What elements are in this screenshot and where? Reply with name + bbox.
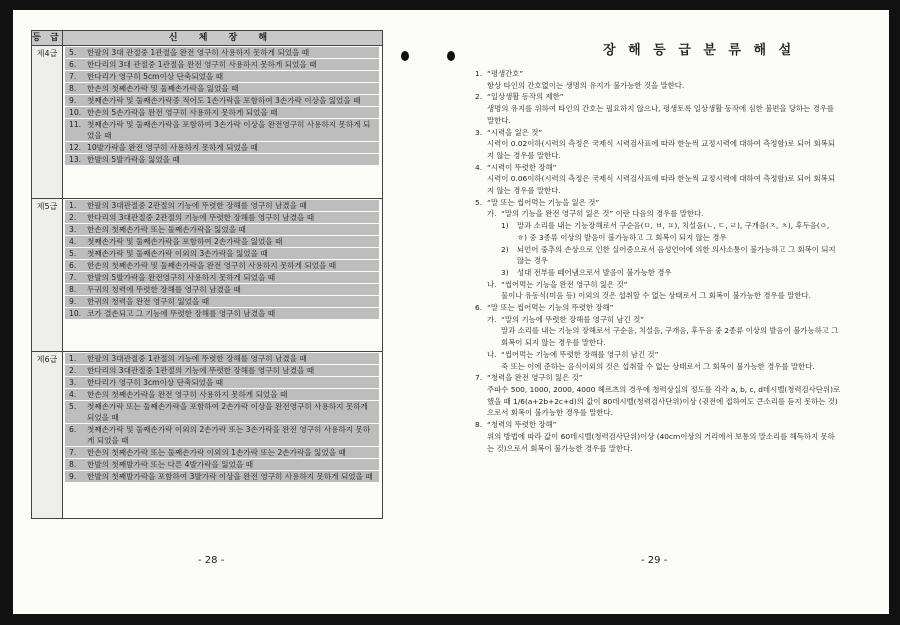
list-item: 2. 한다리의 3대관절중 2관절의 기능에 뚜렷한 장해를 영구히 남겼을 때	[65, 212, 379, 223]
grade-label: 제4급	[32, 46, 63, 199]
table-header-row	[32, 31, 383, 46]
section-5-na-body: 물이나 유동식(미음 등) 이외의 것은 섭취할 수 없는 상태로서 그 회복이 불가능한 경우를 말한다.	[501, 291, 811, 301]
section-4-body: 시력이 0.06이하(시력의 측정은 국제식 시력검사표에 따라 한눈씩 교정시력에 대하여 측정함)로 되어 회복되지 않는 경우를 말한다.	[487, 174, 835, 196]
section-7: 7. “청력을 완전 영구히 잃은 것”	[475, 373, 583, 383]
grade-row-6	[32, 352, 383, 519]
list-item: 3) 성대 전부를 떼어냄으로서 발음이 불가능한 경우	[501, 267, 672, 277]
section-6: 6. “말 또는 씹어먹는 기능의 뚜렷한 장해”	[475, 303, 614, 313]
list-item: 9. 첫째손가락 및 둘째손가락중 적어도 1손가락을 포함하여 3손가락 이상을 잃었을 때	[65, 95, 379, 106]
section-5-ga: 가. “말의 기능을 완전 영구히 잃은 것” 이란 다음의 경우를 말한다.	[487, 209, 704, 219]
page-number-right: - 29 -	[641, 555, 668, 566]
section-2: 2. “일상생활 동작의 제한”	[475, 92, 564, 102]
section-3: 3. “시력을 잃은 것”	[475, 127, 543, 137]
list-item: 9. 한발의 첫째발가락을 포함하여 3발가락 이상을 완전 영구히 사용하지 못하게 되었을 때	[65, 471, 379, 482]
list-item: 13. 한발의 5발가락을 잃었을 때	[65, 154, 379, 165]
list-item: 4. 한손의 첫째손가락을 완전 영구히 사용하지 못하게 되었을 때	[65, 389, 379, 400]
list-item: 3. 한다리가 영구히 3cm이상 단축되었을 때	[65, 377, 379, 388]
section-4: 4. “시력이 뚜렷한 장해”	[475, 162, 557, 172]
section-1-body: 항상 타인의 간호없이는 생명의 유지가 불가능한 것을 말한다.	[487, 80, 685, 90]
disability-list	[63, 200, 382, 319]
section-6-na: 나. “씹어먹는 기능에 뚜렷한 장해를 영구히 남긴 것”	[487, 349, 659, 359]
list-item: 1. 한팔의 3대관절중 2관절의 기능에 뚜렷한 장해를 영구히 남겼을 때	[65, 200, 379, 211]
list-item: 3. 한손의 첫째손가락 또는 둘째손가락을 잃었을 때	[65, 224, 379, 235]
list-item: 7. 한발의 5발가락을 완전영구히 사용하지 못하게 되었을 때	[65, 272, 379, 283]
list-item: 7. 한다리가 영구히 5cm이상 단축되었을 때	[65, 71, 379, 82]
list-item: 2) 뇌언어 중추의 손상으로 인한 실어증으로서 음성언어에 의한 의사소통이 불가능하고 그 회복이 되지 않는 경우	[501, 244, 836, 266]
page-number-left: - 28 -	[198, 555, 225, 566]
list-item: 6. 한손의 첫째손가락 및 둘째손가락을 완전 영구히 사용하지 못하게 되었을 때	[65, 260, 379, 271]
list-item: 5. 한팔의 3대 관절중 1관절을 완전 영구히 사용하지 못하게 되었을 때	[65, 47, 379, 58]
list-item: 5. 첫째손가락 및 둘째손가락 이외의 3손가락을 잃었을 때	[65, 248, 379, 259]
disability-list	[63, 353, 382, 482]
list-item: 5. 첫째손가락 또는 둘째손가락을 포함하여 2손가락 이상을 완전영구히 사용하지 못하게 되었을 때	[65, 401, 379, 423]
list-item: 11. 첫째손가락 및 둘째손가락을 포함하여 3손가락 이상을 완전영구히 사용하지 못하게 되었을 때	[65, 119, 379, 141]
section-6-ga: 가. “말의 기능에 뚜렷한 장해를 영구히 남긴 것”	[487, 314, 645, 324]
section-7-body: 주파수 500, 1000, 2000, 4000 헤르츠의 경우에 청력상실의 정도를 각각 a, b, c, d데시벨(청력검사단위)로 했을 때 1/6(a+2b+2c+d)의 값이 80데시벨(청력검사단위)이상 (귓전에 접하여도 큰소리를 듣지 못하는 것)으로서 회복이 불가능한 경우를 말한다.	[487, 384, 841, 418]
section-3-body: 시력이 0.02이하(시력의 측정은 국제식 시력검사표에 따라 한눈씩 교정시력에 대하여 측정함)로 되어 회복되지 않는 경우를 말한다.	[487, 139, 835, 160]
list-item: 8. 한발의 첫째발가락 또는 다른 4발가락을 잃었을 때	[65, 459, 379, 470]
section-1: 1. “평생간호”	[475, 69, 524, 78]
section-8-body: 위의 방법에 따라 값이 60데시벨(청력검사단위)이상 (40cm이상의 거리에서 보통의 말소리를 해득하지 못하는 것)으로서 회복이 불가능한 경우를 말한다.	[487, 431, 835, 453]
list-item: 8. 두귀의 청력에 뚜렷한 장해를 영구히 남겼을 때	[65, 284, 379, 295]
section-8: 8. “청력의 뚜렷한 장해”	[475, 420, 557, 430]
section-2-body: 생명의 유지를 위하여 타인의 간호는 필요하지 않으나, 평생토록 일상생활 동작에 심한 불편을 당하는 경우를 말한다.	[487, 104, 835, 125]
list-item: 4. 첫째손가락 및 둘째손가락을 포함하여 2손가락을 잃었을 때	[65, 236, 379, 247]
binding-hole-right	[447, 51, 455, 61]
list-item: 1. 한팔의 3대관절중 1관절의 기능에 뚜렷한 장해를 영구히 남겼을 때	[65, 353, 379, 364]
list-item: 1) 말과 소리를 내는 기능장해로서 구순음(ㅁ, ㅂ, ㅍ), 치설음(ㄴ, ㄷ, ㄹ), 구개음(ㅈ, ㅊ), 후두음(ㅇ, ㅎ) 중 3종류 이상의 발음이 불가능하고 그 회복이 되지 않는 경우	[501, 221, 830, 242]
disability-list	[63, 47, 382, 165]
list-item: 9. 한귀의 청력을 완전 영구히 잃었을 때	[65, 296, 379, 307]
list-item: 6. 첫째손가락 및 둘째손가락 이외의 2손가락 또는 3손가락을 완전 영구히 사용하지 못하게 되었을 때	[65, 424, 379, 446]
grade-label: 제6급	[32, 352, 63, 519]
scanned-book-spread	[13, 10, 889, 614]
section-6-ga-body: 말과 소리를 내는 기능의 장해로서 구순음, 치설음, 구개음, 후두음 중 2종류 이상의 발음이 불가능하고 그 회복이 되지 않는 경우를 말한다.	[501, 326, 839, 348]
grade-row-5	[32, 198, 383, 352]
disability-column-header: 신 체 장 해	[63, 31, 383, 46]
binding-hole-left	[401, 51, 409, 61]
section-6-na-body: 죽 또는 이에 준하는 음식이외의 것은 섭취할 수 없는 상태로서 그 회복이 불가능한 경우를 말한다.	[501, 361, 815, 371]
disability-grade-table	[31, 30, 383, 519]
explanation-text	[475, 68, 841, 454]
list-item: 8. 한손의 첫째손가락 및 둘째손가락을 잃었을 때	[65, 83, 379, 94]
list-item: 6. 한다리의 3대 관절중 1관절을 완전 영구히 사용하지 못하게 되었을 때	[65, 59, 379, 70]
list-item: 2. 한다리의 3대관절중 1관절의 기능에 뚜렷한 장해를 영구히 남겼을 때	[65, 365, 379, 376]
grade-row-4	[32, 46, 383, 199]
list-item: 12. 10발가락을 완전 영구히 사용하지 못하게 되었을 때	[65, 142, 379, 153]
grade-column-header: 등 급	[32, 31, 63, 46]
section-5-na: 나. “씹어먹는 기능을 완전 영구히 잃은 것”	[487, 279, 628, 289]
list-item: 10. 코가 결손되고 그 기능에 뚜렷한 장해를 영구히 남겼을 때	[65, 308, 379, 319]
grade-label: 제5급	[32, 198, 63, 352]
page-title: 장 해 등 급 분 류 해 설	[603, 43, 796, 58]
list-item: 7. 한손의 첫째손가락 또는 둘째손가락 이외의 1손가락 또는 2손가락을 잃었을 때	[65, 447, 379, 458]
list-item: 10. 한손의 5손가락을 완전 영구히 사용하지 못하게 되었을 때	[65, 107, 379, 118]
section-5: 5. “말 또는 씹어먹는 기능을 잃은 것”	[475, 197, 600, 207]
